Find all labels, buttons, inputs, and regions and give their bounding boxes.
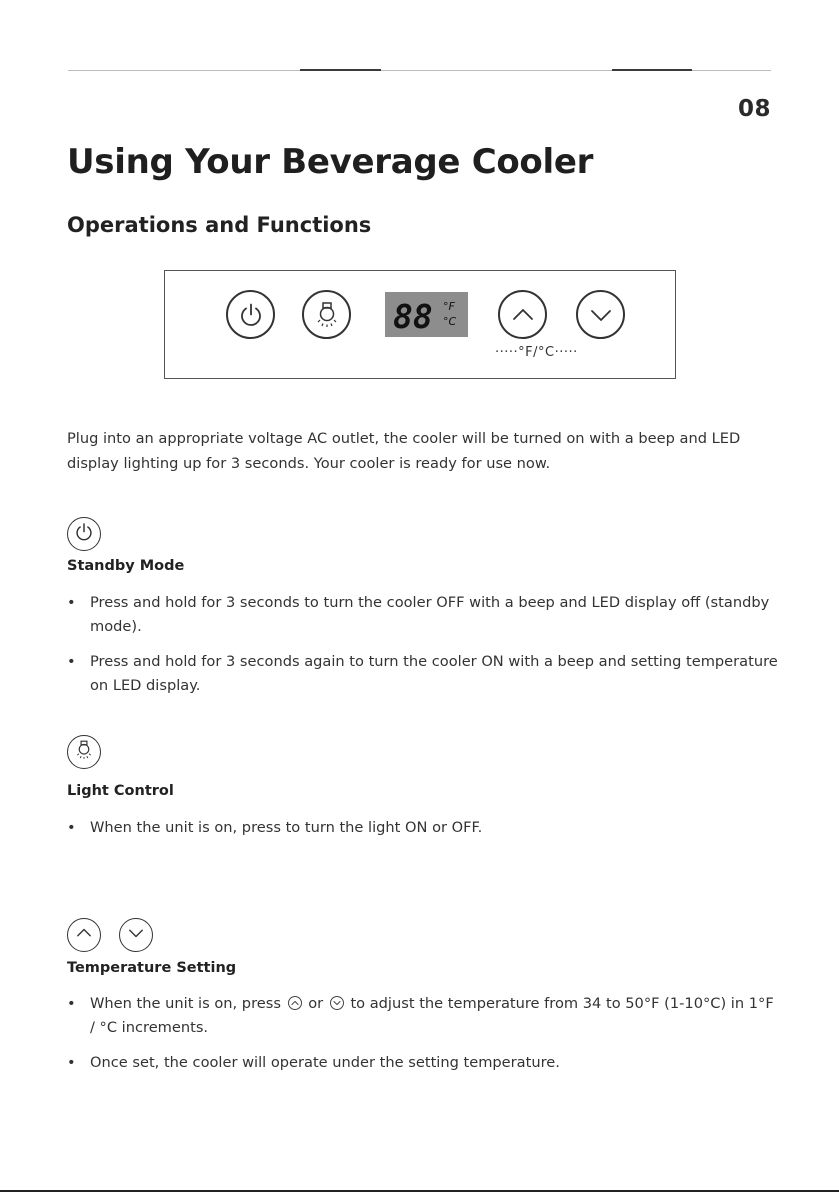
list-item: • Press and hold for 3 seconds to turn the cooler OFF with a beep and LED display off (standby mode). (67, 591, 779, 639)
svg-text:°C: °C (443, 315, 457, 328)
header-rule-accent-right (612, 69, 692, 71)
control-panel-illustration (164, 270, 676, 379)
light-bulb-icon (73, 739, 95, 765)
page-title: Using Your Beverage Cooler (67, 142, 594, 182)
temp-down-section-icon (119, 918, 153, 952)
bullet-text-or: or (308, 995, 324, 1012)
bullet-text-suffix: to adjust the temperature from 34 to 50°F (1-10°C) in 1°F / °C increments. (90, 995, 774, 1036)
section-subtitle: Operations and Functions (67, 213, 372, 237)
header-rule-accent-left (300, 69, 381, 71)
standby-heading: Standby Mode (67, 558, 185, 574)
light-bulb-icon (312, 300, 342, 330)
power-button[interactable] (226, 290, 275, 339)
list-item: • When the unit is on, press to turn the light ON or OFF. (67, 816, 779, 840)
down-arrow-icon (127, 924, 145, 946)
temp-down-button[interactable] (576, 290, 625, 339)
up-arrow-icon (510, 302, 536, 328)
temperature-bullets (67, 992, 779, 1086)
led-display (385, 292, 468, 337)
list-item: • Once set, the cooler will operate under the setting temperature. (67, 1051, 779, 1075)
up-arrow-icon (75, 924, 93, 946)
led-digits (385, 292, 468, 337)
light-button[interactable] (302, 290, 351, 339)
temperature-heading: Temperature Setting (67, 960, 237, 976)
page-number: 08 (737, 96, 771, 122)
light-heading: Light Control (67, 783, 174, 799)
standby-bullets (67, 591, 779, 709)
temp-up-button[interactable] (498, 290, 547, 339)
light-section-icon (67, 735, 101, 769)
power-icon (238, 302, 264, 328)
down-arrow-icon (588, 302, 614, 328)
standby-section-icon (67, 517, 101, 551)
down-arrow-icon (330, 996, 344, 1010)
temp-up-section-icon (67, 918, 101, 952)
bullet-text-prefix: When the unit is on, press (90, 995, 281, 1012)
intro-paragraph: Plug into an appropriate voltage AC outlet, the cooler will be turned on with a beep and LED display lighting up for 3 seconds. Your cooler is ready for use now. (67, 430, 741, 472)
list-item (67, 992, 779, 1040)
light-bullets (67, 816, 779, 851)
power-icon (74, 522, 94, 546)
svg-text:88: 88 (393, 297, 433, 336)
svg-text:°F: °F (443, 300, 455, 313)
list-item: • Press and hold for 3 seconds again to turn the cooler ON with a beep and setting temperature on LED display. (67, 650, 779, 698)
unit-toggle-label: ·····°F/°C····· (495, 345, 578, 360)
up-arrow-icon (288, 996, 302, 1010)
